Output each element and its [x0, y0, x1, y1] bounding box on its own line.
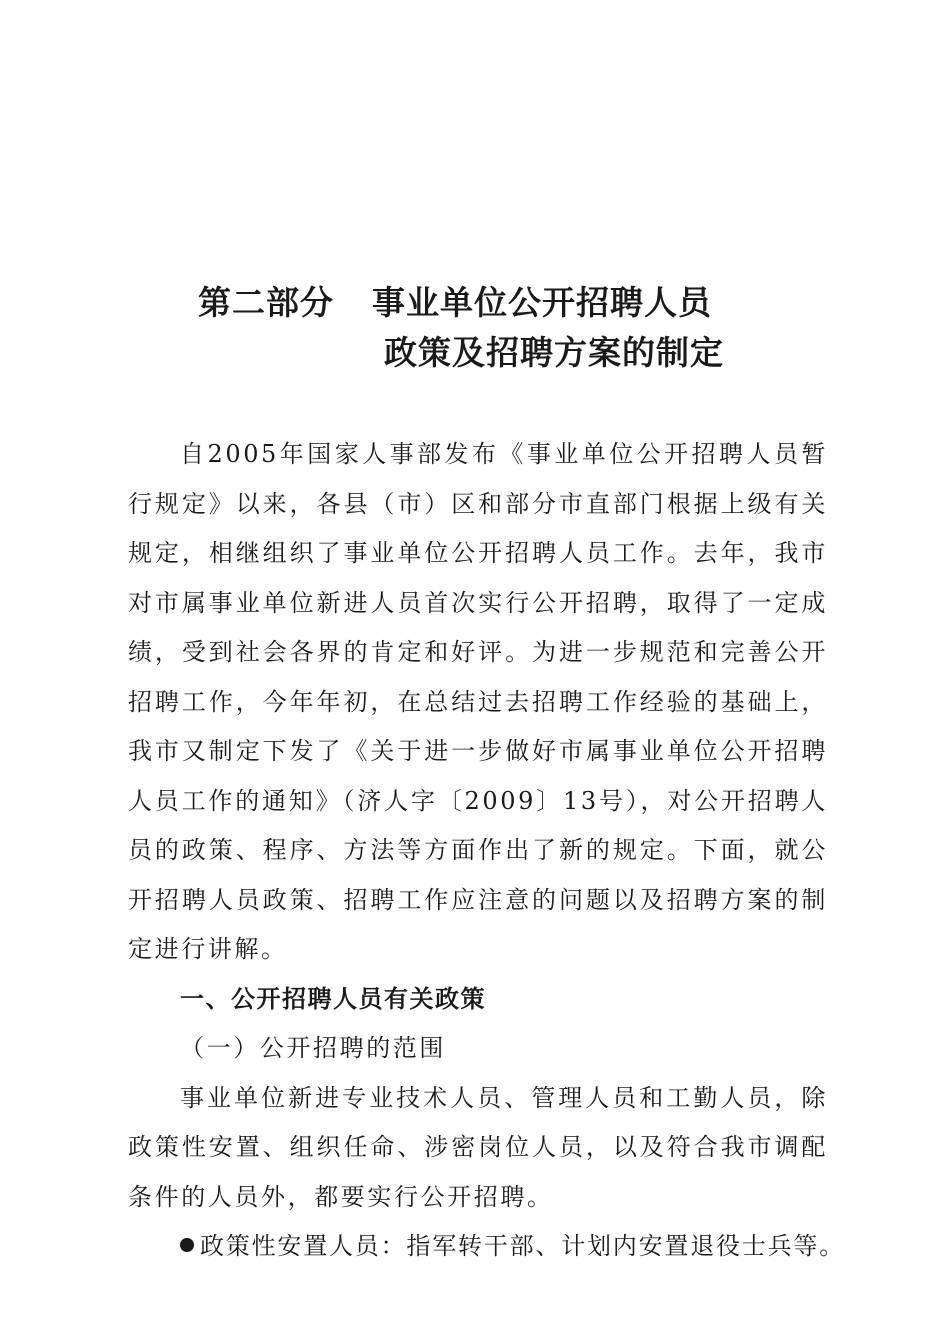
- title-line-2: 政策及招聘方案的制定: [384, 333, 724, 372]
- bullet-item: [128, 1222, 845, 1272]
- document-body: [128, 430, 845, 1272]
- bullet-text: 政策性安置人员：指军转干部、计划内安置退役士兵等。: [200, 1232, 845, 1260]
- bullet-dot-icon: [180, 1238, 194, 1252]
- subsection-heading: （一）公开招聘的范围: [180, 1034, 446, 1062]
- title-line-1: [198, 283, 712, 323]
- title-main-text: 事业单位公开招聘人员: [372, 283, 712, 322]
- title-part-label: 第二部分: [198, 283, 334, 322]
- section-heading: 一、公开招聘人员有关政策: [180, 984, 486, 1013]
- intro-paragraph: 自2005年国家人事部发布《事业单位公开招聘人员暂行规定》以来，各县（市）区和部分市直部门根据上级有关规定，相继组织了事业单位公开招聘人员工作。去年，我市对市属事业单位新进人员首次实行公开招聘，取得了一定成绩，受到社会各界的肯定和好评。为进一步规范和完善公开招聘工作，今年年初，在总结过去招聘工作经验的基础上，我市又制定下发了《关于进一步做好市属事业单位公开招聘人员工作的通知》（济人字〔2009〕13号），对公开招聘人员的政策、程序、方法等方面作出了新的规定。下面，就公开招聘人员政策、招聘工作应注意的问题以及招聘方案的制定进行讲解。: [128, 440, 828, 963]
- scope-paragraph: 事业单位新进专业技术人员、管理人员和工勤人员，除政策性安置、组织任命、涉密岗位人员，以及符合我市调配条件的人员外，都要实行公开招聘。: [128, 1083, 828, 1211]
